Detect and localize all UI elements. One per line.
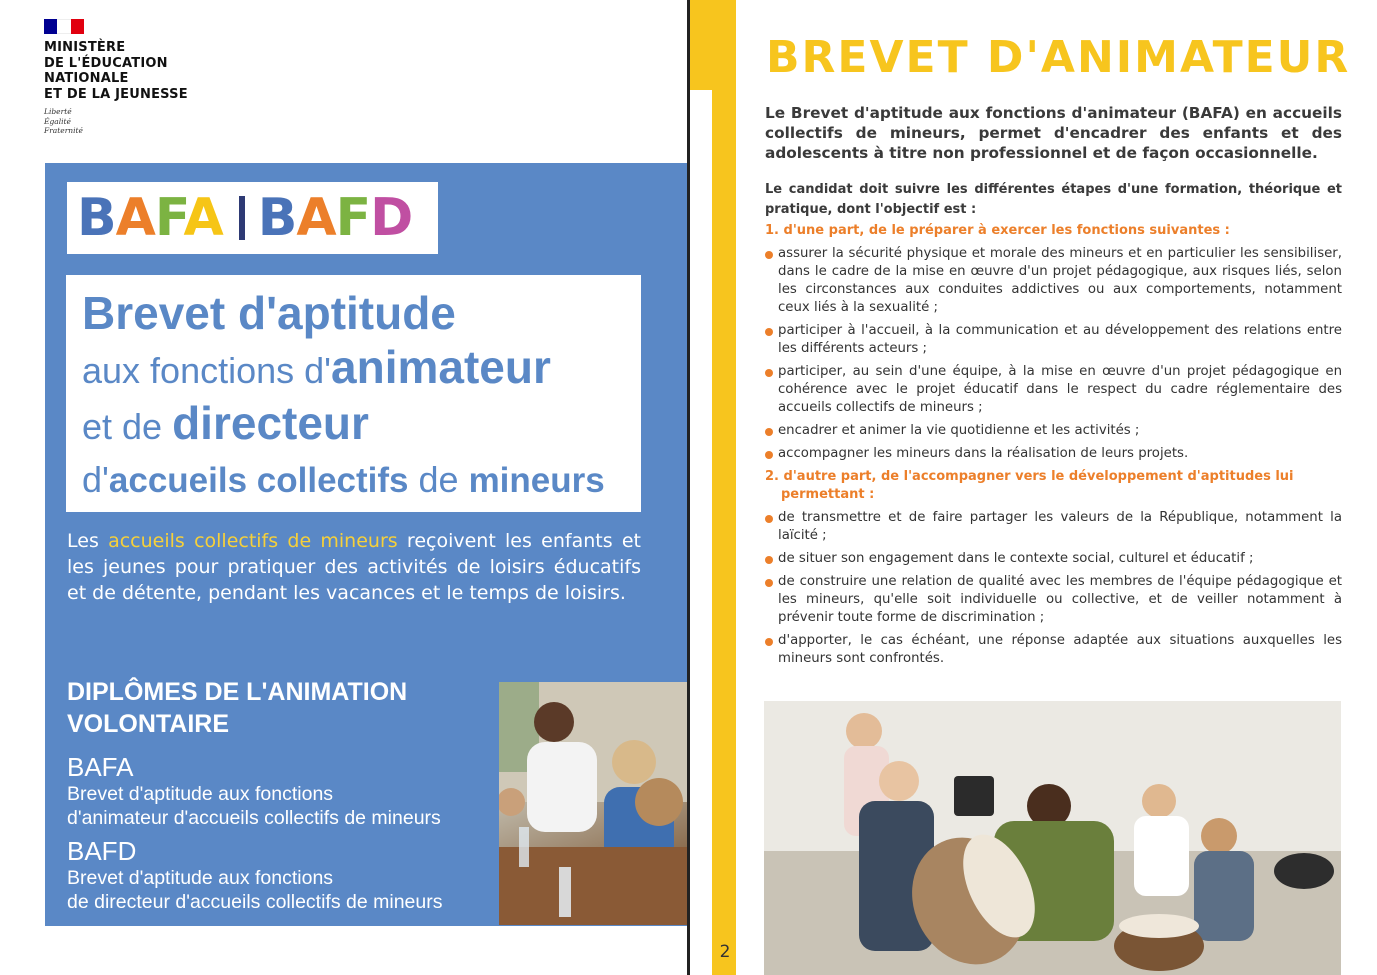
title-line-4: d'accueils collectifs de mineurs (82, 459, 605, 500)
lead-paragraph: Le Brevet d'aptitude aux fonctions d'animateur (BAFA) en accueils collectifs de mineurs, permet d'encadrer des enfants et des adolescents à titre non professionnel et de façon occasionnelle. (765, 104, 1342, 162)
left-page (0, 0, 688, 975)
list-item: encadrer et animer la vie quotidienne et les activités ; (765, 422, 1342, 440)
list-item: participer, au sein d'une équipe, à la mise en œuvre d'un projet pédagogique en cohérence avec le projet éducatif dans le respect du cadre réglementaire des accueils collectifs de mineurs ; (765, 363, 1342, 417)
photo-illustration (499, 682, 688, 925)
main-title (66, 275, 641, 512)
bullet-dot-icon (765, 556, 773, 564)
bafd-diploma-desc: Brevet d'aptitude aux fonctions de directeur d'accueils collectifs de mineurs (67, 867, 443, 913)
bafa-diploma-desc: Brevet d'aptitude aux fonctions d'animateur d'accueils collectifs de mineurs (67, 783, 441, 829)
intro-highlight: accueils collectifs de mineurs (108, 530, 398, 552)
bullet-dot-icon (765, 328, 773, 336)
bullet-dot-icon (765, 515, 773, 523)
bullet-dot-icon (765, 451, 773, 459)
bafd-diploma-name: BAFD (67, 836, 137, 866)
list-item: de construire une relation de qualité avec les membres de l'équipe pédagogique et les mineurs, qu'elle soit individuelle ou collective, et de veiller notamment à prévenir toute forme de discrimination ; (765, 573, 1342, 627)
yellow-bar-notch (690, 90, 712, 975)
list-item: participer à l'accueil, à la communication et au développement des relations entre les différents acteurs ; (765, 322, 1342, 358)
list-item: assurer la sécurité physique et morale des mineurs et en particulier les sensibiliser, dans le cadre de la mise en œuvre d'un projet pédagogique, aux risques liés, selon les circonstances aux conduites addictives ou aux comportements, notamment ceux liés à la sexualité ; (765, 245, 1342, 317)
section-2-title: 2. d'autre part, de l'accompagner vers le développement d'aptitudes lui permettant : (765, 469, 1294, 502)
logo-letter: F (154, 188, 184, 248)
list-item: d'apporter, le cas échéant, une réponse adaptée aux situations auxquelles les mineurs sont confrontés. (765, 632, 1342, 668)
bafd-logo-word (257, 188, 413, 248)
page-number: 2 (719, 942, 731, 962)
title-line-2: aux fonctions d'animateur (82, 341, 551, 393)
logo-letter: A (183, 188, 223, 248)
bafa-bafd-logo (67, 182, 438, 254)
logo-letter: F (335, 188, 371, 248)
bullet-dot-icon (765, 369, 773, 377)
intro-paragraph: Les accueils collectifs de mineurs reçoivent les enfants et les jeunes pour pratiquer des activités de loisirs éducatifs et de détente, pendant les vacances et le temps de loisirs. (67, 530, 641, 604)
bullet-list-1 (765, 245, 1342, 468)
ministry-name: MINISTÈRE DE L'ÉDUCATION NATIONALE ET DE LA JEUNESSE (44, 40, 188, 102)
diplomas-heading: DIPLÔMES DE L'ANIMATION VOLONTAIRE (67, 678, 408, 738)
list-item: accompagner les mineurs dans la réalisation de leurs projets. (765, 445, 1342, 463)
bullet-dot-icon (765, 251, 773, 259)
title-line-1: Brevet d'aptitude (82, 287, 456, 339)
logo-letter: B (257, 188, 297, 248)
bullet-list-2 (765, 509, 1342, 673)
ministry-logo (44, 19, 204, 136)
bafa-diploma-name: BAFA (67, 752, 134, 782)
section-1-title: 1. d'une part, de le préparer à exercer les fonctions suivantes : (765, 223, 1230, 238)
bullet-dot-icon (765, 638, 773, 646)
photo-illustration (764, 701, 1341, 975)
logo-letter: A (296, 188, 336, 248)
logo-letter: A (115, 188, 155, 248)
list-item: de situer son engagement dans le contexte social, culturel et éducatif ; (765, 550, 1342, 568)
title-line-3: et de directeur (82, 397, 369, 449)
bullet-dot-icon (765, 579, 773, 587)
bullet-dot-icon (765, 428, 773, 436)
candidate-paragraph: Le candidat doit suivre les différentes étapes d'une formation, théorique et pratique, dont l'objectif est : (765, 182, 1342, 217)
ministry-motto: Liberté Égalité Fraternité (44, 107, 83, 135)
list-item: de transmettre et de faire partager les valeurs de la République, notamment la laïcité ; (765, 509, 1342, 545)
french-flag-icon (44, 19, 84, 34)
bafa-logo-word (77, 188, 223, 248)
photo-drum-workshop (764, 701, 1341, 975)
logo-letter: D (370, 188, 413, 248)
right-page-title: BREVET D'ANIMATEUR (766, 32, 1351, 83)
photo-children-activity (499, 682, 688, 925)
logo-letter: B (77, 188, 116, 248)
logo-separator (239, 196, 245, 240)
